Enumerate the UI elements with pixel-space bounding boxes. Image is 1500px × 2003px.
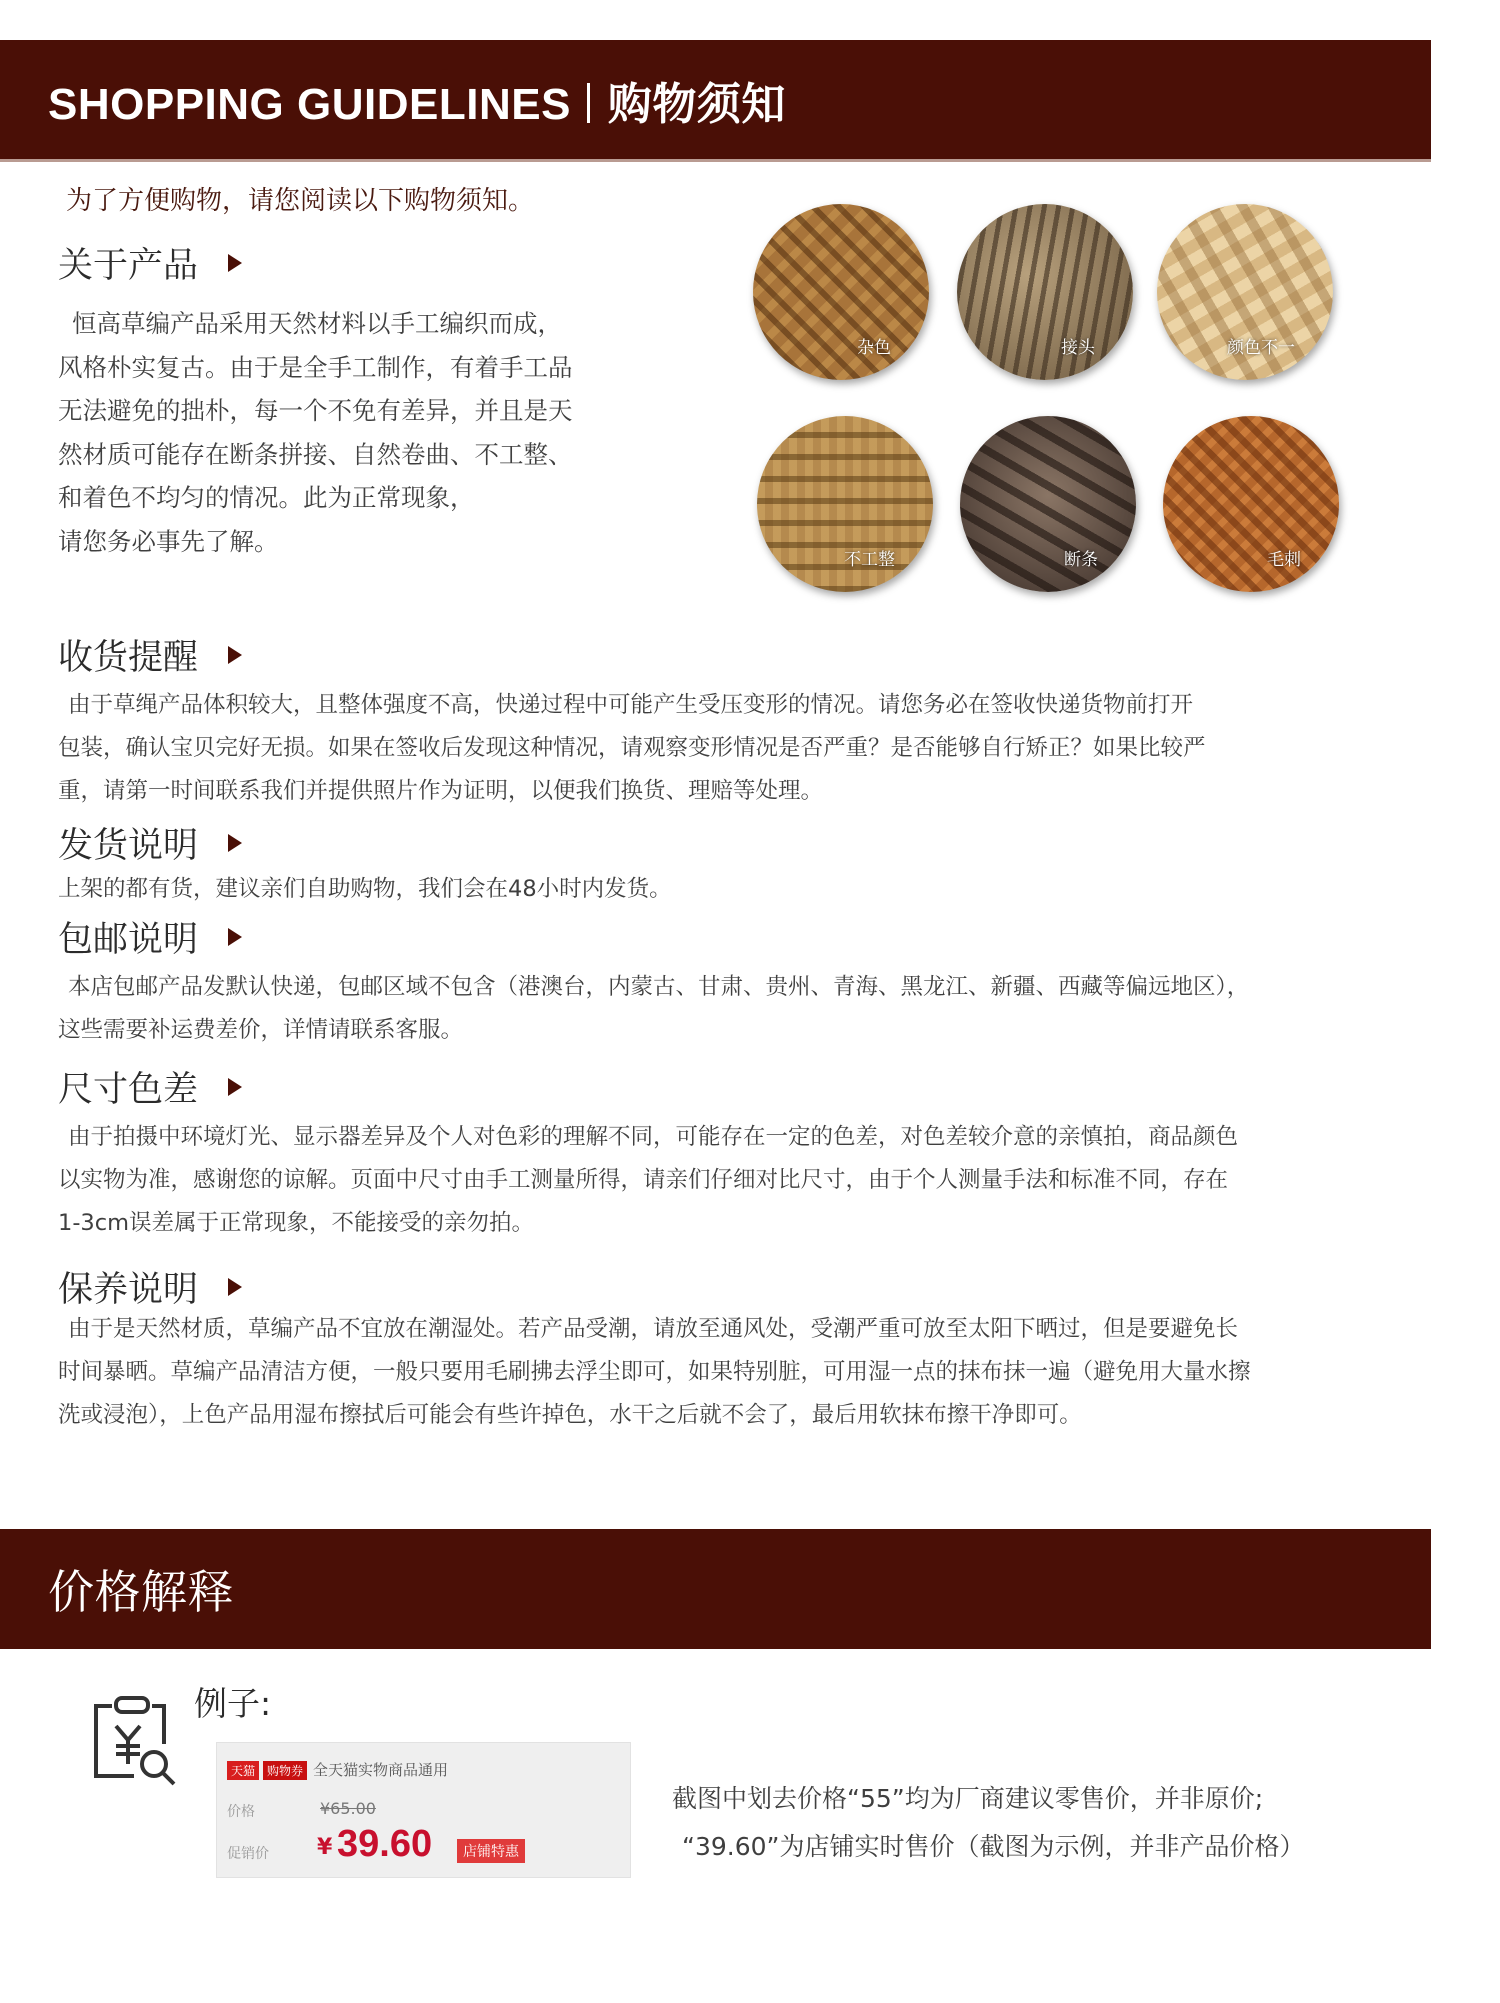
price-label: 价格 [227,1804,255,1820]
banner-title [48,68,786,132]
section-line: 包装，确认宝贝完好无损。如果在签收后发现这种情况，请观察变形情况是否严重？是否能够自行矫正？如果比较严 [58,735,1206,761]
material-thumbnail [1157,204,1333,380]
section-heading-label: 关于产品 [58,246,199,286]
price-example-card [216,1742,631,1878]
banner-title-en: SHOPPING GUIDELINES [48,79,571,129]
play-arrow-icon [228,834,242,852]
price-note [672,1775,1304,1871]
section-line: 1-3cm误差属于正常现象，不能接受的亲勿拍。 [58,1210,535,1236]
section-heading-product [58,238,242,288]
intro-text: 为了方便购物，请您阅读以下购物须知。 [66,186,535,216]
section-line: 洗或浸泡），上色产品用湿布擦拭后可能会有些许掉色，水干之后就不会了，最后用软抹布擦干净即可。 [58,1402,1082,1428]
section-line: 这些需要补运费差价，详情请联系客服。 [58,1017,464,1043]
section-heading-label: 尺寸色差 [58,1070,199,1110]
material-thumbnail [957,204,1133,380]
section-line: 由于拍摄中环境灯光、显示器差异及个人对色彩的理解不同，可能存在一定的色差，对色差较介意的亲慎拍，商品颜色 [68,1124,1239,1150]
free-shipping-text [58,966,1358,1052]
thumbnail-label: 杂色 [857,338,891,358]
section-line: 上架的都有货，建议亲们自助购物，我们会在48小时内发货。 [58,876,672,902]
product-line: 然材质可能存在断条拼接、自然卷曲、不工整、 [58,439,573,469]
section-line: 以实物为准，感谢您的谅解。页面中尺寸由手工测量所得，请亲们仔细对比尺寸，由于个人测量手法和标准不同，存在 [58,1167,1229,1193]
product-line: 无法避免的拙朴，每一个不免有差异，并且是天 [58,396,573,425]
coupon-description: 全天猫实物商品通用 [313,1761,449,1779]
section-line: 重，请第一时间联系我们并提供照片作为证明，以便我们换货、理赔等处理。 [58,778,824,804]
shipping-text [58,868,1358,911]
play-arrow-icon [228,1078,242,1096]
thumbnail-label: 接头 [1061,338,1095,358]
price-banner-title: 价格解释 [48,1565,234,1619]
section-heading-label: 保养说明 [58,1270,199,1310]
material-thumbnail [960,416,1136,592]
section-heading-shipping [58,818,242,868]
size-color-text [58,1116,1358,1245]
thumbnail-label: 颜色不一 [1227,338,1295,358]
product-line: 请您务必事先了解。 [58,526,279,556]
example-label: 例子: [194,1684,272,1723]
price-note-line: 截图中划去价格“55”均为厂商建议零售价，并非原价; [672,1784,1264,1813]
price-clipboard-icon [82,1688,182,1788]
section-heading-free-shipping [58,912,242,962]
shopping-guidelines-banner [0,40,1431,162]
product-line: 风格朴实复古。由于是全手工制作，有着手工品 [58,352,573,382]
product-line: 恒高草编产品采用天然材料以手工编织而成， [72,309,562,338]
original-price: ¥65.00 [320,1799,376,1818]
material-thumbnail [753,204,929,380]
price-explanation-banner [0,1529,1431,1649]
promo-price-label: 促销价 [227,1846,269,1862]
section-heading-label: 包邮说明 [58,920,199,960]
promo-price: 39.60 [337,1823,433,1865]
thumbnail-label: 不工整 [844,550,895,570]
store-discount-badge: 店铺特惠 [457,1839,525,1863]
banner-title-cn: 购物须知 [607,78,786,130]
thumbnail-label: 断条 [1064,550,1098,570]
section-heading-size-color [58,1062,242,1112]
banner-divider [587,83,590,123]
section-heading-label: 收货提醒 [58,638,199,678]
thumbnail-label: 毛刺 [1267,550,1301,570]
section-heading-maintenance [58,1262,242,1312]
receiving-text [58,684,1358,813]
play-arrow-icon [228,928,242,946]
coupon-tag: 购物券 [263,1761,307,1780]
play-arrow-icon [228,254,242,272]
play-arrow-icon [228,646,242,664]
section-line: 时间暴晒。草编产品清洁方便，一般只要用毛刷拂去浮尘即可，如果特别脏，可用湿一点的抹布抹一遍（避免用大量水擦 [58,1359,1251,1385]
section-line: 由于是天然材质，草编产品不宜放在潮湿处。若产品受潮，请放至通风处，受潮严重可放至太阳下晒过，但是要避免长 [68,1316,1239,1342]
tmall-tag: 天猫 [227,1761,259,1780]
section-heading-label: 发货说明 [58,826,199,866]
product-line: 和着色不均匀的情况。此为正常现象， [58,483,475,512]
maintenance-text [58,1308,1358,1437]
price-note-line: “39.60”为店铺实时售价（截图为示例，并非产品价格） [682,1832,1305,1861]
play-arrow-icon [228,1278,242,1296]
section-line: 由于草绳产品体积较大，且整体强度不高，快递过程中可能产生受压变形的情况。请您务必在签收快递货物前打开 [68,692,1194,718]
material-thumbnail [1163,416,1339,592]
material-thumbnail [757,416,933,592]
product-description [58,302,648,563]
currency-symbol: ¥ [317,1835,333,1860]
section-line: 本店包邮产品发默认快递，包邮区域不包含（港澳台，内蒙古、甘肃、贵州、青海、黑龙江、新疆、西藏等偏远地区）， [68,974,1250,1000]
section-heading-receiving [58,630,242,680]
